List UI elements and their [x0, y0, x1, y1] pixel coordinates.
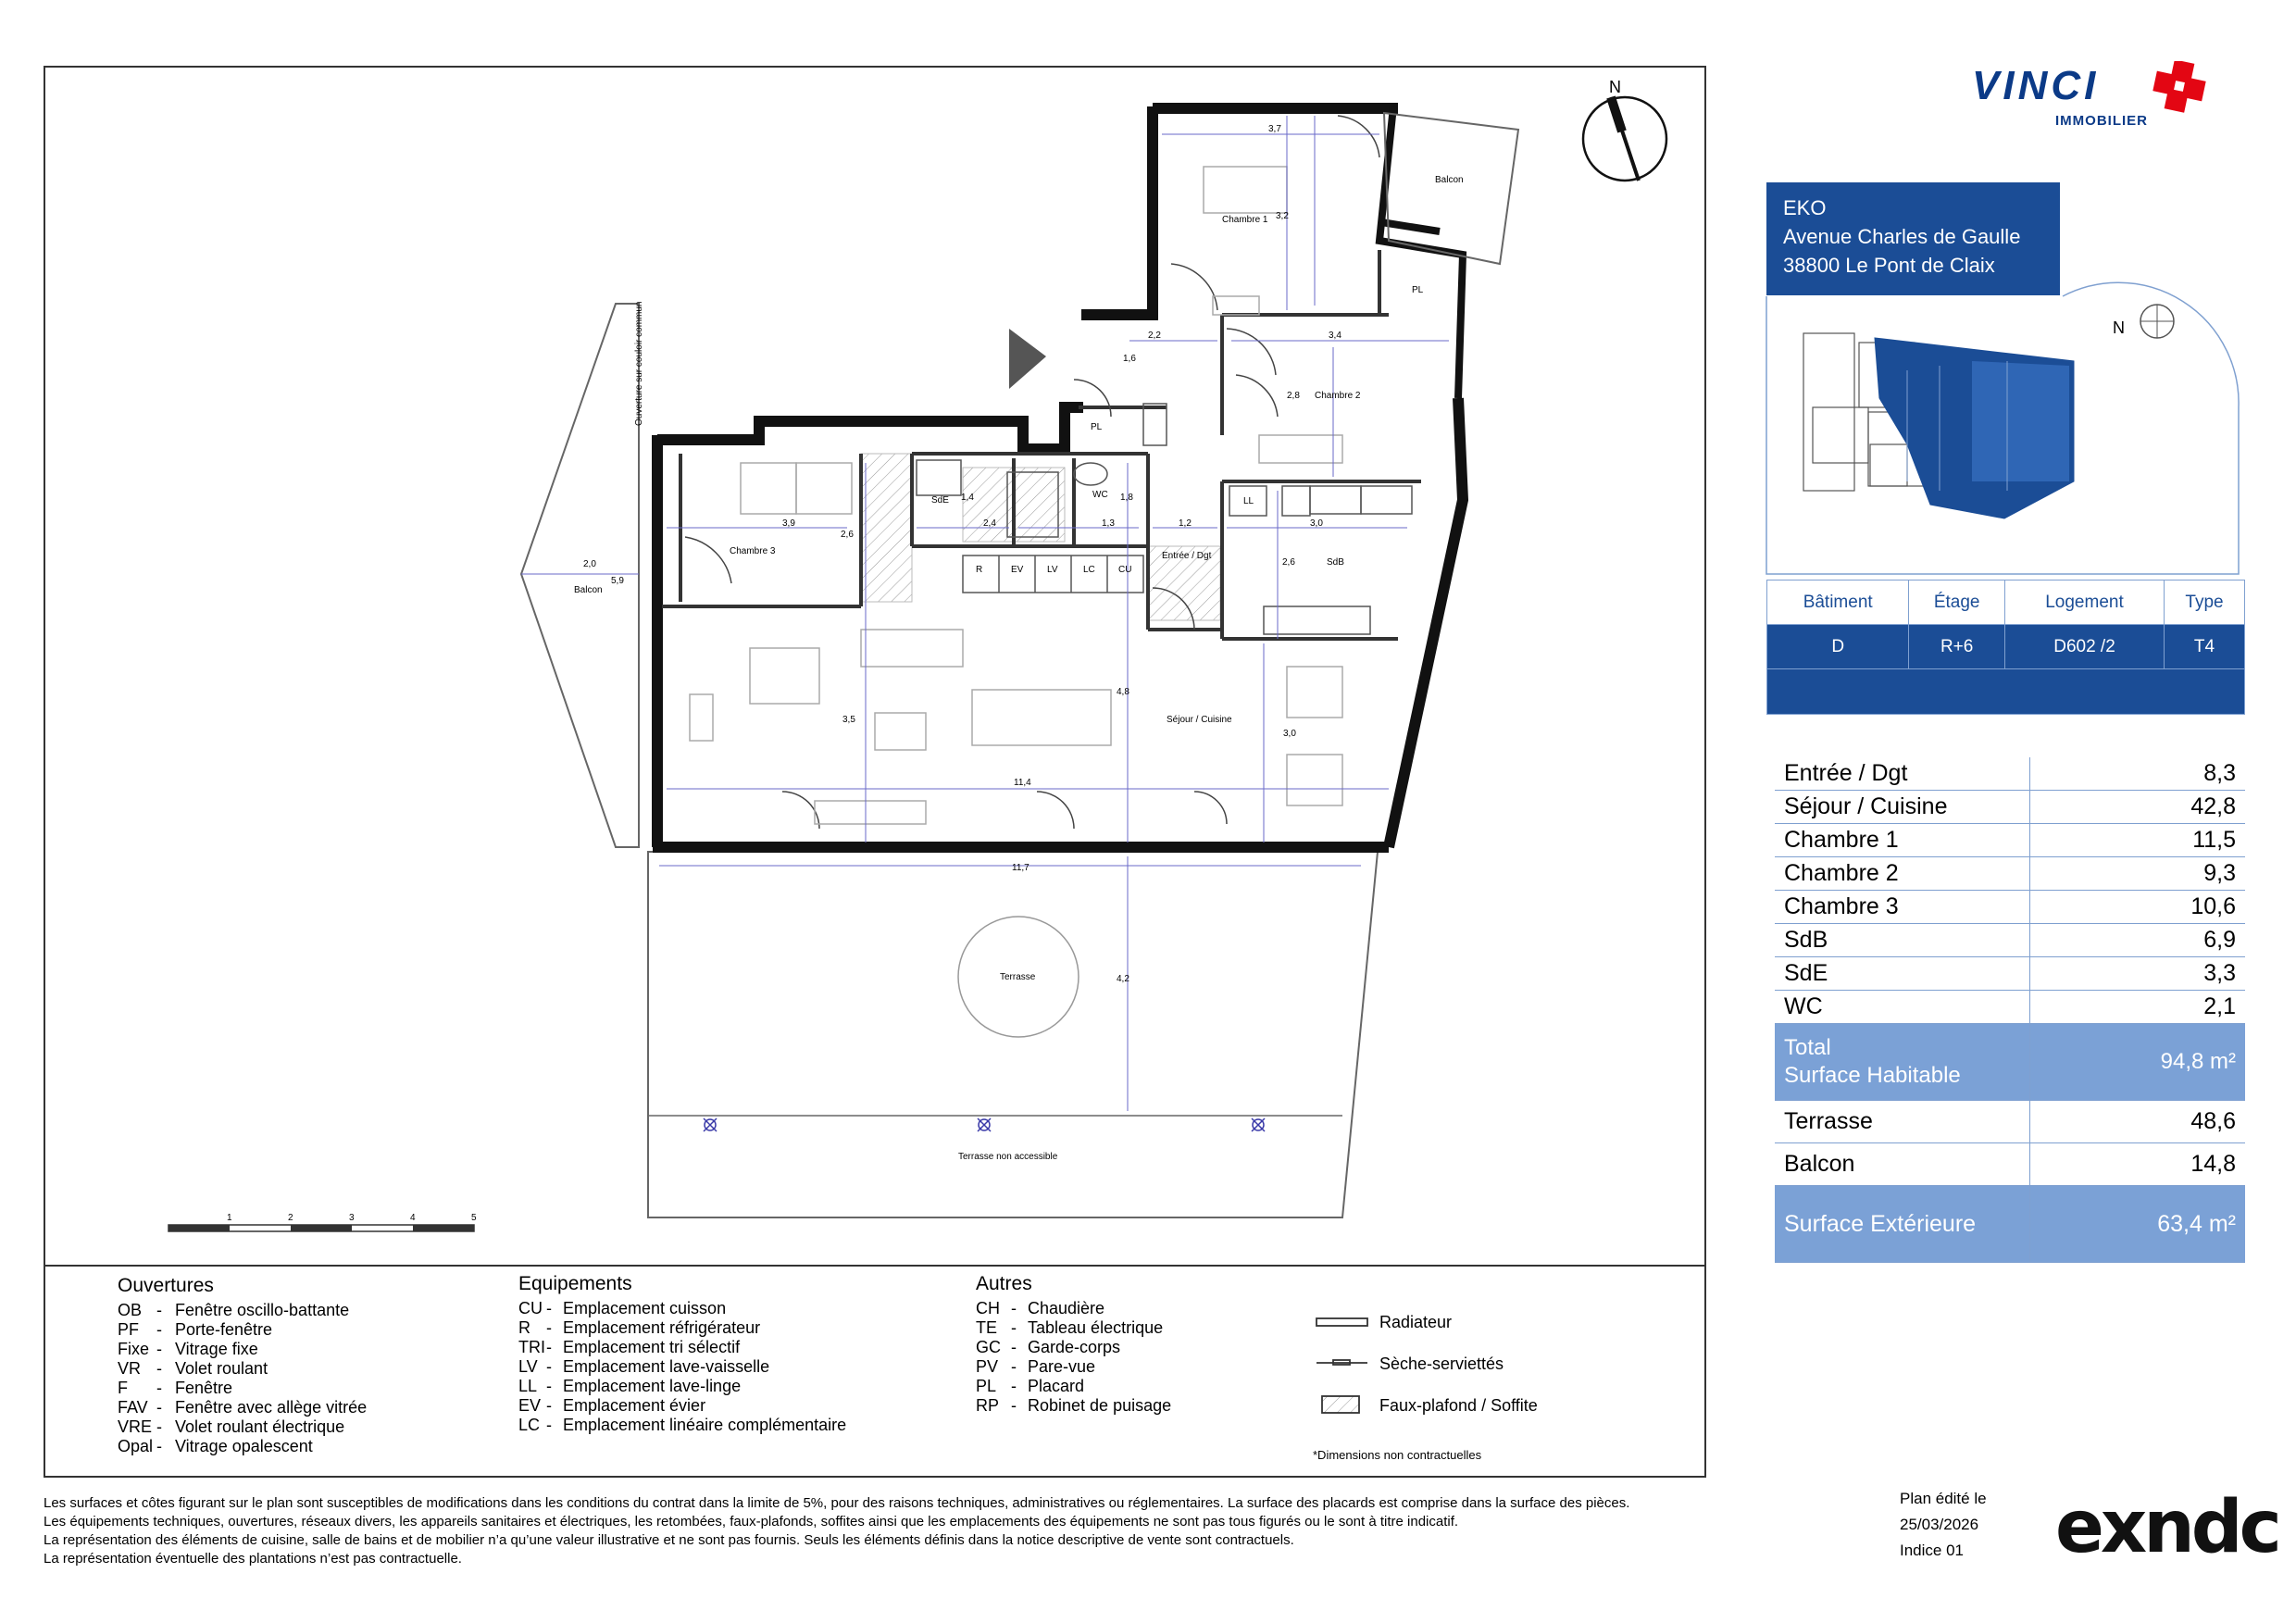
- legend-code: Fixe: [118, 1340, 150, 1358]
- scale-bar: [168, 1225, 474, 1231]
- lot-header-etage: Étage: [1909, 581, 2005, 625]
- legend-code: CH: [976, 1299, 1000, 1317]
- room-pl-1: PL: [1091, 422, 1103, 432]
- legend-code: PL: [976, 1377, 997, 1395]
- legend-row: [518, 1396, 846, 1416]
- legend-sep: -: [156, 1340, 162, 1358]
- legend-row: [976, 1299, 1171, 1318]
- edition-indice: Indice 01: [1900, 1542, 1964, 1559]
- legend-code: PV: [976, 1357, 999, 1376]
- lot-batiment: D: [1767, 625, 1909, 669]
- vinci-logo: [1972, 63, 2148, 129]
- legend-code: GC: [976, 1338, 1001, 1356]
- legend-row: [518, 1357, 846, 1377]
- vertical-note: Ouverture sur couloir commun: [634, 301, 644, 426]
- legend-code: LC: [518, 1416, 541, 1434]
- area-value: 2,1: [2030, 991, 2246, 1024]
- wall-right: [1389, 398, 1463, 847]
- area-ext-total-value: 63,4 m²: [2030, 1186, 2246, 1263]
- legend-sep: -: [546, 1299, 552, 1317]
- lot-type: T4: [2165, 625, 2245, 669]
- dim-2-6b: 2,6: [1282, 557, 1295, 568]
- area-row: [1775, 757, 2245, 791]
- legend-code: TE: [976, 1318, 998, 1337]
- equip-r: R: [976, 565, 983, 575]
- area-ext-value: 14,8: [2030, 1143, 2246, 1186]
- area-row: [1775, 924, 2245, 957]
- vinci-cross-icon: [2152, 61, 2208, 128]
- edition-date: 25/03/2026: [1900, 1516, 1979, 1533]
- room-sde: SdE: [931, 495, 949, 506]
- dim-5-9: 5,9: [611, 576, 624, 586]
- room-balcon-top: Balcon: [1435, 175, 1464, 185]
- area-value: 8,3: [2030, 757, 2246, 791]
- room-pl-2: PL: [1412, 285, 1424, 295]
- area-total-row: [1775, 1024, 2245, 1101]
- dim-3-5: 3,5: [842, 715, 855, 725]
- legend-sep: -: [546, 1357, 552, 1376]
- edition-info: [1900, 1486, 1987, 1564]
- legend-sep: -: [156, 1437, 162, 1455]
- area-ext-row: [1775, 1101, 2245, 1143]
- legend-symbols: [1316, 1318, 1367, 1413]
- area-ext-name: Balcon: [1775, 1143, 2030, 1186]
- legend-label: Emplacement lave-vaisselle: [563, 1357, 770, 1376]
- dim-2-8: 2,8: [1287, 391, 1300, 401]
- legend-code: CU: [518, 1299, 543, 1317]
- legend-label: Placard: [1028, 1377, 1085, 1395]
- legend-sep: -: [1011, 1318, 1017, 1337]
- legend-code: LL: [518, 1377, 538, 1395]
- area-row: [1775, 857, 2245, 891]
- dim-3-4: 3,4: [1329, 331, 1341, 341]
- equip-ll: LL: [1243, 496, 1254, 506]
- area-ext-total-label: Surface Extérieure: [1775, 1186, 2030, 1263]
- legend-code: PF: [118, 1320, 140, 1339]
- legend-row: [118, 1340, 367, 1359]
- legend-label: Pare-vue: [1028, 1357, 1096, 1376]
- legend-label: Vitrage opalescent: [175, 1437, 313, 1455]
- dim-2-4: 2,4: [983, 518, 996, 529]
- legend-code: VRE: [118, 1417, 153, 1436]
- legend-label: Garde-corps: [1028, 1338, 1121, 1356]
- area-ext-value: 48,6: [2030, 1101, 2246, 1143]
- project-city: 38800 Le Pont de Claix: [1783, 254, 1995, 277]
- area-name: WC: [1775, 991, 2030, 1024]
- legend-row: [118, 1301, 367, 1320]
- room-wc: WC: [1092, 490, 1108, 500]
- legend-row: [976, 1377, 1171, 1396]
- legend-sep: -: [1011, 1377, 1017, 1395]
- lot-value-row: [1767, 625, 2245, 669]
- lot-logement: D602 /2: [2004, 625, 2164, 669]
- dim-3-0b: 3,0: [1283, 729, 1296, 739]
- dim-2-6: 2,6: [841, 530, 854, 540]
- legend-label: Fenêtre oscillo-battante: [175, 1301, 350, 1319]
- legend-label: Chaudière: [1028, 1299, 1105, 1317]
- legend-row: [518, 1318, 846, 1338]
- disclaimer: [44, 1494, 1629, 1568]
- legend-label: Robinet de puisage: [1028, 1396, 1172, 1415]
- area-total-label-2: Surface Habitable: [1784, 1063, 1961, 1088]
- legend-code: LV: [518, 1357, 538, 1376]
- dim-3-2: 3,2: [1276, 211, 1289, 221]
- equip-lc: LC: [1083, 565, 1095, 575]
- legend-label: Emplacement évier: [563, 1396, 706, 1415]
- dim-3-0: 3,0: [1310, 518, 1323, 529]
- area-row: [1775, 957, 2245, 991]
- legend-sep: -: [546, 1416, 552, 1434]
- area-total-label-1: Total: [1784, 1035, 1831, 1060]
- area-value: 3,3: [2030, 957, 2246, 991]
- legend-sep: -: [546, 1338, 552, 1356]
- legend-equipements-title: Equipements: [518, 1273, 632, 1294]
- legend-sep: -: [156, 1398, 162, 1417]
- wall-top-chambre1: [1081, 106, 1153, 315]
- legend-label: Volet roulant électrique: [175, 1417, 345, 1436]
- north-compass-icon: [1583, 97, 1666, 181]
- legend-sep: -: [546, 1318, 552, 1337]
- area-row: [1775, 791, 2245, 824]
- area-name: Entrée / Dgt: [1775, 757, 2030, 791]
- legend-row: [518, 1338, 846, 1357]
- legend-sep: -: [1011, 1299, 1017, 1317]
- legend-code: RP: [976, 1396, 1000, 1415]
- area-total-label: [1775, 1024, 2030, 1101]
- project-info: [1766, 182, 2060, 295]
- area-name: SdB: [1775, 924, 2030, 957]
- wall-top-left: [657, 407, 1083, 449]
- legend-label: Fenêtre avec allège vitrée: [175, 1398, 368, 1417]
- legend-sep: -: [156, 1379, 162, 1397]
- area-ext-name: Terrasse: [1775, 1101, 2030, 1143]
- area-value: 6,9: [2030, 924, 2246, 957]
- equip-cu: CU: [1118, 565, 1132, 575]
- dim-1-8: 1,8: [1120, 493, 1133, 503]
- legend-label: Fenêtre: [175, 1379, 233, 1397]
- equip-lv: LV: [1047, 565, 1058, 575]
- false-ceiling-zone-1: [861, 454, 912, 602]
- room-terrasse-na: Terrasse non accessible: [958, 1152, 1058, 1162]
- legend-code: F: [118, 1379, 128, 1397]
- legend-label: Tableau électrique: [1028, 1318, 1164, 1337]
- legend-label: Emplacement cuisson: [563, 1299, 727, 1317]
- entrance-arrow-icon: [1009, 329, 1046, 389]
- area-value: 9,3: [2030, 857, 2246, 891]
- legend-row: [976, 1338, 1171, 1357]
- legend-sep: -: [156, 1320, 162, 1339]
- legend-row: [118, 1320, 367, 1340]
- lot-header-row: [1767, 581, 2245, 625]
- disclaimer-line: La représentation éventuelle des plantations n’est pas contractuelle.: [44, 1551, 462, 1567]
- area-name: Chambre 2: [1775, 857, 2030, 891]
- area-value: 11,5: [2030, 824, 2246, 857]
- legend-code: OB: [118, 1301, 143, 1319]
- disclaimer-line: Les surfaces et côtes figurant sur le plan sont susceptibles de modifications dans les conditions du contrat dans la limite de 5%, pour des raisons techniques, administratives ou réglementaires. La surface des placards est comprise dans la surface des pièces.: [44, 1495, 1630, 1511]
- legend-label: Vitrage fixe: [175, 1340, 258, 1358]
- dimension-note: *Dimensions non contractuelles: [1313, 1448, 1482, 1462]
- area-value: 10,6: [2030, 891, 2246, 924]
- legend-sep: -: [156, 1301, 162, 1319]
- key-plan-north: N: [2113, 318, 2125, 337]
- legend-row: [518, 1416, 846, 1435]
- room-chambre-2: Chambre 2: [1315, 391, 1361, 401]
- dim-3-9: 3,9: [782, 518, 795, 529]
- legend-label: Emplacement réfrigérateur: [563, 1318, 761, 1337]
- legend-faux-plafond: Faux-plafond / Soffite: [1379, 1396, 1538, 1415]
- scale-1: 1: [227, 1213, 232, 1223]
- legend-equipements: [518, 1274, 846, 1435]
- lot-etage: R+6: [1909, 625, 2005, 669]
- lot-table: [1766, 580, 2245, 715]
- legend-seche: Sèche-serviettés: [1379, 1355, 1504, 1373]
- legend-row: [118, 1437, 367, 1456]
- area-name: Séjour / Cuisine: [1775, 791, 2030, 824]
- dim-4-2: 4,2: [1117, 974, 1129, 984]
- legend-row: [976, 1396, 1171, 1416]
- legend-label: Emplacement lave-linge: [563, 1377, 742, 1395]
- legend-code: FAV: [118, 1398, 148, 1417]
- legend-label: Emplacement linéaire complémentaire: [563, 1416, 847, 1434]
- area-value: 42,8: [2030, 791, 2246, 824]
- area-name: Chambre 3: [1775, 891, 2030, 924]
- project-address: Avenue Charles de Gaulle: [1783, 225, 2021, 248]
- terrace: [648, 852, 1378, 1217]
- area-ext-total-row: [1775, 1186, 2245, 1263]
- room-sejour: Séjour / Cuisine: [1167, 715, 1232, 725]
- area-row: [1775, 991, 2245, 1024]
- key-plan: [1766, 282, 2239, 574]
- room-terrasse: Terrasse: [1000, 972, 1036, 982]
- legend-row: [118, 1359, 367, 1379]
- legend-code: EV: [518, 1396, 542, 1415]
- dim-1-2: 1,2: [1179, 518, 1192, 529]
- legend-sep: -: [1011, 1357, 1017, 1376]
- north-label: N: [1609, 78, 1621, 96]
- project-name: EKO: [1783, 196, 1827, 219]
- legend-code: TRI: [518, 1338, 545, 1356]
- area-row: [1775, 891, 2245, 924]
- areas-table: [1775, 757, 2245, 1263]
- vinci-logo-sub: IMMOBILIER: [2055, 113, 2148, 129]
- legend-sep: -: [546, 1377, 552, 1395]
- legend-row: [118, 1417, 367, 1437]
- lot-header-type: Type: [2165, 581, 2245, 625]
- dim-11-7: 11,7: [1012, 863, 1029, 873]
- legend-sep: -: [1011, 1396, 1017, 1415]
- disclaimer-line: Les équipements techniques, ouvertures, réseaux divers, les appareils sanitaires et électriques, les retombées, faux-plafonds, soffites ainsi que les emplacements des équipements ne sont pas tous figurés ou le sont à titre indicatif.: [44, 1514, 1459, 1529]
- lot-header-batiment: Bâtiment: [1767, 581, 1909, 625]
- legend-row: [976, 1318, 1171, 1338]
- legend-sep: -: [1011, 1338, 1017, 1356]
- area-ext-row: [1775, 1143, 2245, 1186]
- wall-right-upper: [1379, 106, 1463, 398]
- legend-sep: -: [156, 1417, 162, 1436]
- lot-header-logement: Logement: [2004, 581, 2164, 625]
- dim-4-8: 4,8: [1117, 687, 1129, 697]
- legend-code: Opal: [118, 1437, 154, 1455]
- legend-ouvertures: [118, 1276, 367, 1456]
- legend-label: Emplacement tri sélectif: [563, 1338, 741, 1356]
- dim-3-7: 3,7: [1268, 124, 1281, 134]
- legend-autres: [976, 1274, 1171, 1416]
- disclaimer-line: La représentation des éléments de cuisine, salle de bains et de mobilier n’a qu’une valeur illustrative et ne sont pas fournis. Seuls les éléments définis dans la notice descriptive de vente sont contractuels.: [44, 1532, 1294, 1548]
- room-sdb: SdB: [1327, 557, 1344, 568]
- legend-sep: -: [546, 1396, 552, 1415]
- legend-label: Volet roulant: [175, 1359, 268, 1378]
- scale-2: 2: [288, 1213, 293, 1223]
- legend-ouvertures-title: Ouvertures: [118, 1275, 214, 1296]
- scale-4: 4: [410, 1213, 416, 1223]
- dim-2-0: 2,0: [583, 559, 596, 569]
- room-balcon-left: Balcon: [574, 585, 603, 595]
- equip-ev: EV: [1011, 565, 1024, 575]
- legend-symbol-labels: [1379, 1313, 1538, 1416]
- dim-2-2: 2,2: [1148, 331, 1161, 341]
- vinci-logo-text: VINCI: [1972, 63, 2100, 108]
- dim-1-6: 1,6: [1123, 354, 1136, 364]
- legend-code: VR: [118, 1359, 142, 1378]
- legend-sep: -: [156, 1359, 162, 1378]
- legend-row: [118, 1379, 367, 1398]
- legend-code: R: [518, 1318, 530, 1337]
- legend-row: [118, 1398, 367, 1417]
- area-name: SdE: [1775, 957, 2030, 991]
- dim-1-3: 1,3: [1102, 518, 1115, 529]
- legend-label: Porte-fenêtre: [175, 1320, 273, 1339]
- room-entree: Entrée / Dgt: [1162, 551, 1212, 561]
- legend-autres-title: Autres: [976, 1273, 1032, 1294]
- legend-row: [518, 1299, 846, 1318]
- legend-row: [518, 1377, 846, 1396]
- architect-logo: exndc: [2055, 1486, 2278, 1569]
- lot-blank-row: [1767, 669, 2245, 715]
- scale-5: 5: [471, 1213, 477, 1223]
- area-name: Chambre 1: [1775, 824, 2030, 857]
- dim-11-4: 11,4: [1014, 778, 1031, 788]
- room-chambre-1: Chambre 1: [1222, 215, 1268, 225]
- area-row: [1775, 824, 2245, 857]
- area-total-value: 94,8 m²: [2030, 1024, 2246, 1101]
- dim-1-4: 1,4: [961, 493, 974, 503]
- scale-3: 3: [349, 1213, 355, 1223]
- legend-radiateur: Radiateur: [1379, 1313, 1453, 1331]
- legend-row: [976, 1357, 1171, 1377]
- edition-label: Plan édité le: [1900, 1490, 1987, 1507]
- room-chambre-3: Chambre 3: [730, 546, 776, 556]
